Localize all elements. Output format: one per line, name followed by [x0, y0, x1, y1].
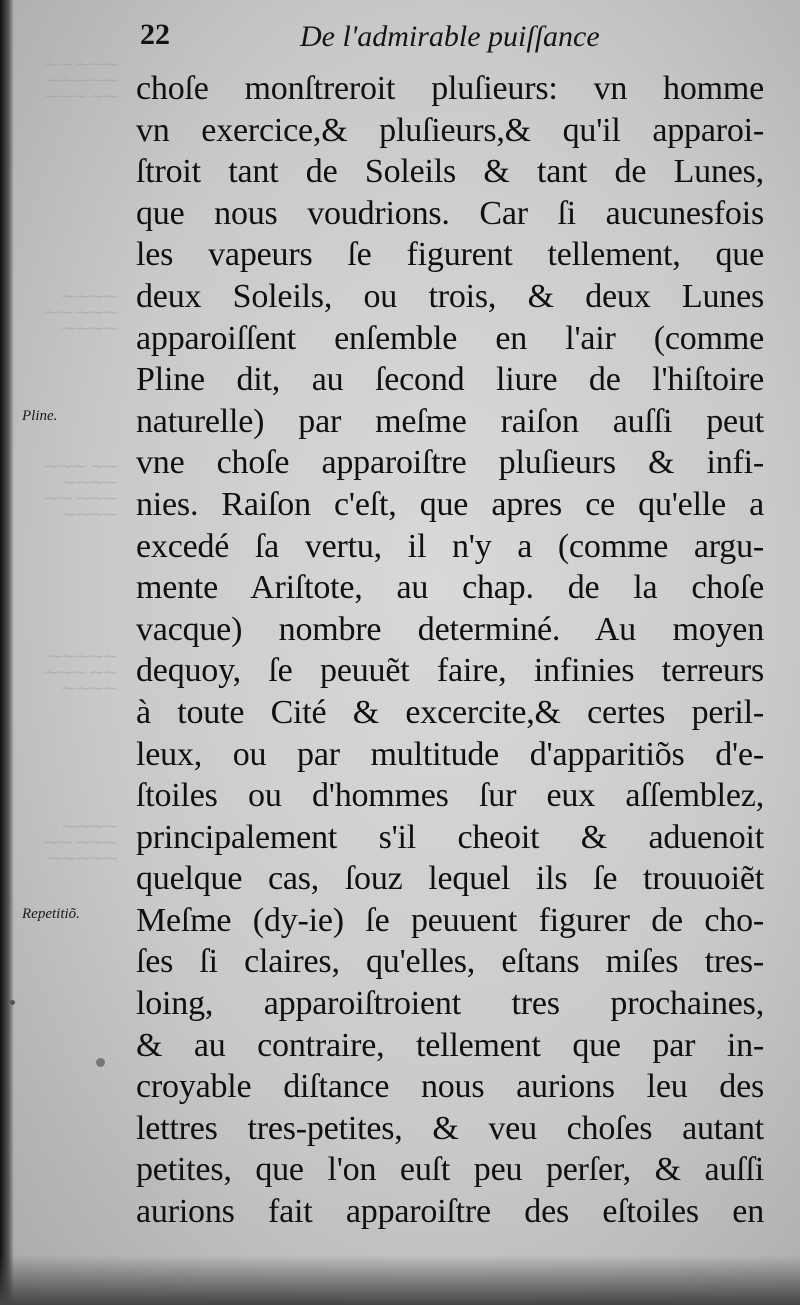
- text-line: ſes ſi claires, qu'elles, eſtans miſes tres-: [136, 943, 764, 981]
- text-line: lettres tres-petites, & veu choſes autant: [136, 1109, 764, 1147]
- text-line: naturelle) par meſme raiſon auſſi peut: [136, 402, 764, 440]
- text-line: croyable diſtance nous aurions leu des: [136, 1068, 764, 1106]
- text-line: Meſme (dy-ie) ſe peuuent figurer de cho-: [136, 901, 764, 939]
- ink-speck: [10, 1000, 15, 1005]
- text-line: les vapeurs ſe figurent tellement, que: [136, 236, 764, 274]
- bleed-through-text: ⁓⁓⁓⁓⁓ ⁓⁓⁓ ⁓⁓ ⁓⁓⁓⁓: [44, 650, 118, 697]
- text-line: quelque cas, ſouz lequel ils ſe trouuoiẽt: [136, 860, 764, 898]
- text-line: Pline dit, au ſecond liure de l'hiſtoire: [136, 361, 764, 399]
- bleed-through-text: ⁓⁓ ⁓⁓⁓ ⁓⁓⁓⁓⁓ ⁓⁓⁓ ⁓⁓: [44, 58, 118, 105]
- marginal-note-pline: Pline.: [22, 408, 58, 424]
- bleed-through-text: ⁓⁓⁓⁓ ⁓⁓ ⁓⁓⁓ ⁓⁓⁓⁓: [44, 290, 118, 337]
- body-text: [136, 68, 764, 1233]
- text-line: principalement s'il cheoit & aduenoit: [136, 818, 764, 856]
- page-header: [140, 18, 780, 62]
- page-bottom-shadow: [0, 1255, 800, 1305]
- text-line: apparoiſſent enſemble en l'air (comme: [136, 319, 764, 357]
- text-line: excedé ſa vertu, il n'y a (comme argu-: [136, 527, 764, 565]
- marginal-note-repetition: Repetitiõ.: [22, 906, 80, 922]
- text-line: ſtroit tant de Soleils & tant de Lunes,: [136, 153, 764, 191]
- page-number: 22: [140, 18, 170, 51]
- ink-speck: [96, 1058, 105, 1067]
- text-line: ſtoiles ou d'hommes ſur eux aſſemblez,: [136, 777, 764, 815]
- text-line: vacque) nombre determiné. Au moyen: [136, 610, 764, 648]
- text-line: & au contraire, tellement que par in-: [136, 1026, 764, 1064]
- bleed-through-text: ⁓⁓⁓ ⁓⁓ ⁓⁓⁓⁓ ⁓⁓ ⁓⁓⁓ ⁓⁓⁓⁓: [44, 460, 118, 523]
- text-line: dequoy, ſe peuuẽt faire, infinies terreurs: [136, 652, 764, 690]
- running-head: De l'admirable puiſſance: [300, 20, 600, 53]
- text-line: aurions fait apparoiſtre des eſtoiles en: [136, 1193, 764, 1231]
- text-line: petites, que l'on euſt peu perſer, & auſſi: [136, 1151, 764, 1189]
- text-line: vne choſe apparoiſtre pluſieurs & infi-: [136, 444, 764, 482]
- text-line: que nous voudrions. Car ſi aucunesfois: [136, 194, 764, 232]
- text-line: vn exercice,& pluſieurs,& qu'il apparoi-: [136, 111, 764, 149]
- text-line: à toute Cité & excercite,& certes peril-: [136, 693, 764, 731]
- text-line: choſe monſtreroit pluſieurs: vn homme: [136, 70, 764, 107]
- text-line: loing, apparoiſtroient tres prochaines,: [136, 985, 764, 1023]
- text-line: leux, ou par multitude d'apparitiõs d'e-: [136, 735, 764, 773]
- bleed-through-text: ⁓⁓⁓⁓ ⁓⁓ ⁓⁓⁓ ⁓⁓⁓⁓⁓: [44, 820, 118, 867]
- text-line: mente Ariſtote, au chap. de la choſe: [136, 569, 764, 607]
- text-line: deux Soleils, ou trois, & deux Lunes: [136, 277, 764, 315]
- text-line: nies. Raiſon c'eſt, que apres ce qu'elle a: [136, 485, 764, 523]
